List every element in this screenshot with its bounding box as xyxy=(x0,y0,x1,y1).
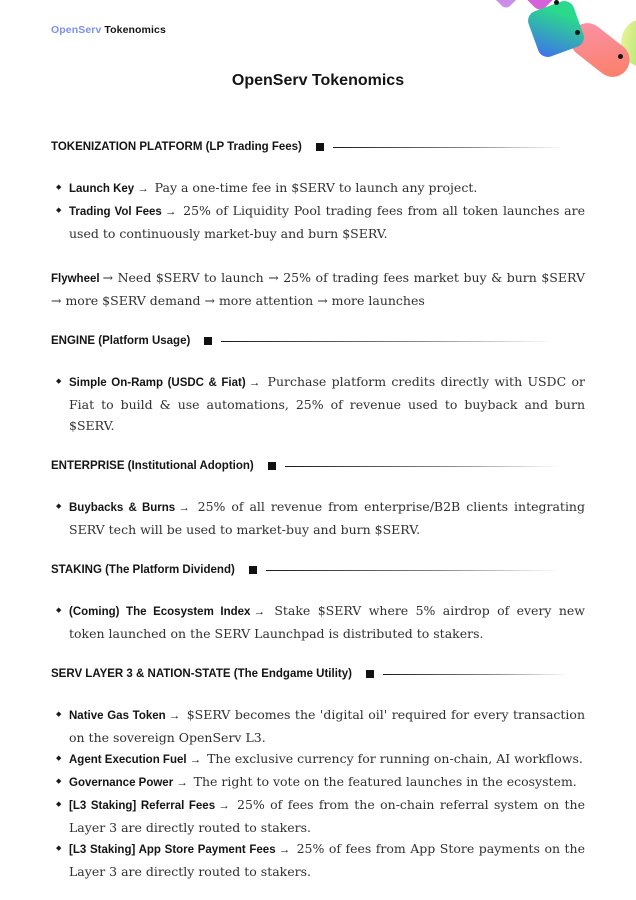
arrow-icon: → xyxy=(178,502,190,514)
bullet-text xyxy=(69,794,585,838)
section-title: STAKING (The Platform Dividend) xyxy=(51,564,235,576)
list-item xyxy=(51,748,585,771)
bullet-text xyxy=(69,496,585,540)
list-item xyxy=(51,704,585,748)
running-header xyxy=(51,24,585,37)
bullet-diamond-icon: ◆ xyxy=(56,503,62,510)
bullet-label: (Coming) The Ecosystem Index xyxy=(69,606,251,618)
arrow-icon: → xyxy=(253,606,265,618)
bullet-diamond-icon: ◆ xyxy=(56,607,62,614)
bullet-body: Pay a one-time fee in $SERV to launch any project. xyxy=(154,180,478,195)
flywheel-label: Flywheel xyxy=(51,273,100,285)
bullet-label: Buybacks & Burns xyxy=(69,502,176,514)
section-title: ENTERPRISE (Institutional Adoption) xyxy=(51,460,254,472)
bullet-diamond-icon: ◆ xyxy=(56,755,62,762)
arrow-icon: → xyxy=(176,777,188,789)
section-header xyxy=(51,140,585,154)
bullet-text xyxy=(69,600,585,644)
arrow-icon: → xyxy=(168,710,181,722)
bullet-body: Purchase platform credits directly with USDC or Fiat to build & use automations, 25% of revenue used to buyback and burn $SERV. xyxy=(69,374,585,433)
section-marker-square-icon xyxy=(268,462,276,470)
bullet-text xyxy=(69,838,585,882)
arrow-icon: → xyxy=(137,183,149,195)
bullet-body: 25% of all revenue from enterprise/B2B clients integrating SERV tech will be used to market-buy and burn $SERV. xyxy=(69,499,585,537)
bullet-list xyxy=(51,600,585,644)
list-item xyxy=(51,794,585,838)
bullet-diamond-icon: ◆ xyxy=(56,778,62,785)
logo-purple-square xyxy=(489,0,523,10)
bullet-diamond-icon: ◆ xyxy=(56,207,62,214)
arrow-icon: → xyxy=(218,800,230,812)
bullet-body: Stake $SERV where 5% airdrop of every new token launched on the SERV Launchpad is distributed to stakers. xyxy=(69,603,585,641)
bullet-text xyxy=(69,771,585,794)
arrow-icon: → xyxy=(164,206,177,218)
bullet-body: The right to vote on the featured launches in the ecosystem. xyxy=(193,774,577,789)
section-header xyxy=(51,667,585,681)
bullet-diamond-icon: ◆ xyxy=(56,711,62,718)
section-title: TOKENIZATION PLATFORM (LP Trading Fees) xyxy=(51,141,302,153)
bullet-label: Native Gas Token xyxy=(69,710,166,722)
bullet-list xyxy=(51,177,585,244)
section-rule-line xyxy=(221,341,585,342)
bullet-text xyxy=(69,748,585,771)
bullet-label: Governance Power xyxy=(69,777,174,789)
bullet-text xyxy=(69,200,585,244)
arrow-icon: → xyxy=(189,754,202,766)
section-header xyxy=(51,334,585,348)
section-header xyxy=(51,459,585,473)
bullet-label: Simple On-Ramp (USDC & Fiat) xyxy=(69,377,246,389)
bullet-body: 25% of Liquidity Pool trading fees from all token launches are used to continuously market-buy and burn $SERV. xyxy=(69,203,585,241)
bullet-text xyxy=(69,371,585,436)
section-rule-line xyxy=(285,466,585,467)
bullet-diamond-icon: ◆ xyxy=(56,184,62,191)
bullet-list xyxy=(51,496,585,540)
bullet-body: 25% of fees from the on-chain referral system on the Layer 3 are directly routed to stakers. xyxy=(69,797,585,835)
section-title: ENGINE (Platform Usage) xyxy=(51,335,191,347)
bullet-text xyxy=(69,704,585,748)
bullet-label: Trading Vol Fees xyxy=(69,206,162,218)
flywheel-text: → Need $SERV to launch → 25% of trading fees market buy & burn $SERV → more $SERV demand → more attention → more launches xyxy=(51,270,585,308)
list-item xyxy=(51,496,585,540)
list-item xyxy=(51,371,585,436)
list-item xyxy=(51,771,585,794)
logo-joint-dot xyxy=(554,0,559,5)
bullet-list xyxy=(51,704,585,882)
section-rule-line xyxy=(266,570,585,571)
bullet-label: Agent Execution Fuel xyxy=(69,754,187,766)
section-rule-line xyxy=(383,674,585,675)
section-header xyxy=(51,563,585,577)
bullet-label: [L3 Staking] Referral Fees xyxy=(69,800,216,812)
bullet-diamond-icon: ◆ xyxy=(56,801,62,808)
bullet-diamond-icon: ◆ xyxy=(56,845,62,852)
bullet-list xyxy=(51,371,585,436)
brand-name: OpenServ xyxy=(51,24,102,36)
logo-joint-dot xyxy=(575,30,580,35)
section-marker-square-icon xyxy=(316,143,324,151)
bullet-text xyxy=(69,177,585,200)
list-item xyxy=(51,838,585,882)
flywheel-paragraph xyxy=(51,267,585,311)
section-marker-square-icon xyxy=(204,337,212,345)
section-rule-line xyxy=(333,147,585,148)
bullet-label: Launch Key xyxy=(69,183,135,195)
section-title: SERV LAYER 3 & NATION-STATE (The Endgame Utility) xyxy=(51,668,352,680)
page-title: OpenServ Tokenomics xyxy=(231,72,405,89)
section-marker-square-icon xyxy=(249,566,257,574)
section-marker-square-icon xyxy=(366,670,374,678)
running-header-title: Tokenomics xyxy=(104,24,166,36)
arrow-icon: → xyxy=(248,377,261,389)
bullet-body: The exclusive currency for running on-chain, AI workflows. xyxy=(207,751,583,766)
logo-joint-dot xyxy=(618,54,623,59)
list-item xyxy=(51,177,585,200)
arrow-icon: → xyxy=(278,844,291,856)
list-item xyxy=(51,600,585,644)
bullet-diamond-icon: ◆ xyxy=(56,378,62,385)
bullet-body: 25% of fees from App Store payments on the Layer 3 are directly routed to stakers. xyxy=(69,841,585,879)
list-item xyxy=(51,200,585,244)
bullet-label: [L3 Staking] App Store Payment Fees xyxy=(69,844,276,856)
bullet-body: $SERV becomes the 'digital oil' required for every transaction on the sovereign OpenServ L3. xyxy=(69,707,585,745)
